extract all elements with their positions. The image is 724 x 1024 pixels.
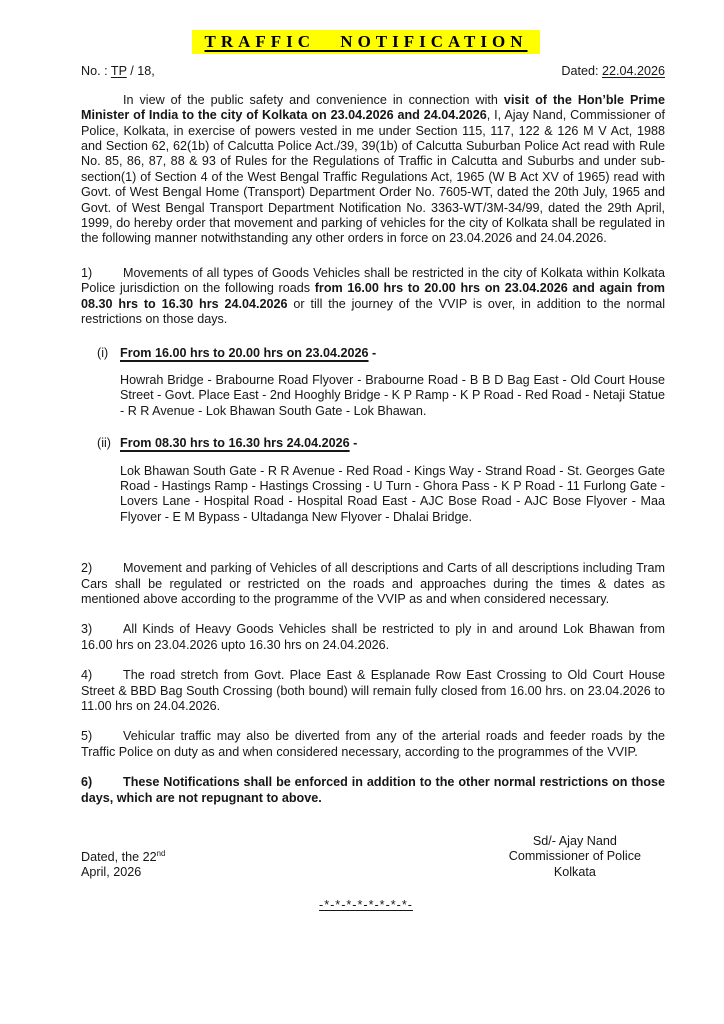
reference-row bbox=[81, 64, 665, 79]
date-label: Dated: bbox=[561, 64, 602, 79]
restriction-window-ii-marker: (ii) bbox=[97, 436, 111, 451]
reference-number bbox=[81, 64, 155, 79]
paragraph-6-number: 6) bbox=[81, 775, 93, 790]
paragraph-3-text: All Kinds of Heavy Goods Vehicles shall be restricted to ply in and around Lok Bhawan from 16.00 hrs on 23.04.2026 upto 16.30 hrs on 24.04.2026. bbox=[81, 622, 665, 652]
paragraph-4-text: The road stretch from Govt. Place East & Esplanade Row East Crossing to Old Court House Street & BBD Bag South Crossing (both bound) will remain fully closed from 16.00 hrs. on 23.04.2026 to 11.00 hrs on 24.04.2026. bbox=[81, 668, 665, 713]
restriction-window-ii-time: From 08.30 hrs to 16.30 hrs 24.04.2026 bbox=[120, 436, 350, 451]
dateline bbox=[81, 850, 165, 881]
paragraph-6 bbox=[81, 775, 665, 806]
paragraph-1-text: Movements of all types of Goods Vehicles shall be restricted in the city of Kolkata within Kolkata Police jurisdiction on the following roads from 16.00 hrs to 20.00 hrs on 23.04.2026 and again from 08.30 hrs to 16.30 hrs 24.04.2026 or till the journey of the VVIP is over, in addition to the normal restrictions on those days. bbox=[81, 265, 665, 327]
ref-prefix: No. : bbox=[81, 64, 111, 79]
paragraph-1 bbox=[81, 266, 665, 328]
restriction-window-i-dash: - bbox=[368, 345, 377, 360]
paragraph-2 bbox=[81, 561, 665, 607]
restriction-window-i-marker: (i) bbox=[97, 345, 109, 360]
paragraph-5-text: Vehicular traffic may also be diverted from any of the arterial roads and feeder roads by the Traffic Police on duty as and when considered necessary, according to the programmes of the VVIP. bbox=[81, 729, 665, 759]
footer-separator: -*-*-*-*-*-*-*-*- bbox=[319, 897, 413, 912]
restriction-window-i-heading bbox=[97, 346, 665, 361]
dateline-day: Dated, the 22nd bbox=[81, 848, 166, 865]
restriction-window-ii bbox=[97, 436, 665, 525]
restriction-window-i bbox=[97, 346, 665, 420]
paragraph-5 bbox=[81, 729, 665, 760]
paragraph-1-number: 1) bbox=[81, 265, 93, 280]
paragraph-2-text: Movement and parking of Vehicles of all descriptions and Carts of all descriptions including Tram Cars shall be regulated or restricted on the roads and approaches during the times & dates as mentioned above according to the programme of the VVIP as and when considered necessary. bbox=[81, 561, 665, 606]
date-value: 22.04.2026 bbox=[601, 64, 665, 79]
title-row bbox=[67, 30, 665, 54]
paragraph-4 bbox=[81, 668, 665, 714]
restriction-window-ii-route: Lok Bhawan South Gate - R R Avenue - Red Road - Kings Way - Strand Road - St. Georges Gate Road - Hastings Ramp - Hastings Crossing - U Turn - Ghora Pass - K P Road - 11 Furlong Gate - Lovers Lane - Hospital Road - Hospital Road East - AJC Bose Road - AJC Bose Flyover - Maa Flyover - E M Bypass - Ultadanga New Flyover - Dhalai Bridge. bbox=[120, 463, 665, 524]
paragraph-4-number: 4) bbox=[81, 668, 93, 683]
paragraph-5-number: 5) bbox=[81, 729, 93, 744]
signature-designation: Commissioner of Police bbox=[508, 849, 641, 864]
signature-block bbox=[509, 834, 641, 880]
signature-name: Sd/- Ajay Nand bbox=[532, 834, 617, 849]
paragraph-3-number: 3) bbox=[81, 622, 93, 637]
restriction-window-i-time: From 16.00 hrs to 20.00 hrs on 23.04.2026 bbox=[120, 345, 369, 360]
paragraph-3 bbox=[81, 622, 665, 653]
ref-suffix: / 18, bbox=[126, 64, 155, 79]
document-title: TRAFFIC NOTIFICATION bbox=[192, 30, 539, 54]
dateline-month-year: April, 2026 bbox=[81, 865, 142, 880]
signature-row bbox=[81, 834, 665, 881]
ref-code: TP bbox=[110, 64, 127, 79]
restriction-window-ii-heading bbox=[97, 436, 665, 451]
signature-place: Kolkata bbox=[553, 864, 596, 879]
paragraph-2-number: 2) bbox=[81, 561, 93, 576]
document-date bbox=[561, 64, 665, 79]
intro-paragraph: In view of the public safety and convenience in connection with visit of the Hon’ble Prime Minister of India to the city of Kolkata on 23.04.2026 and 24.04.2026, I, Ajay Nand, Commissioner of Police, Kolkata, in exercise of powers vested in me under Section 115, 117, 122 & 126 M V Act, 1988 and Section 62, 62(1b) of Calcutta Police Act./39, 39(1b) of Calcutta Suburban Police Act read with Rule No. 85, 86, 87, 88 & 93 of Rules for the Regulations of Traffic in Calcutta and Suburbs and under sub-section(1) of Section 4 of the West Bengal Traffic Regulations Act, 1965 (W B Act XV of 1965) read with Govt. of West Bengal Home (Transport) Department Order No. 7605-WT, dated the 20th July, 1965 and Govt. of West Bengal Transport Department Notification No. 3363-WT/3M-34/99, dated the 29th April, 1999, do hereby order that movement and parking of vehicles for the city of Kolkata shall be regulated in the following manner notwithstanding any other orders in force on 23.04.2026 and 24.04.2026. bbox=[81, 92, 666, 246]
restriction-window-ii-dash: - bbox=[349, 436, 358, 451]
paragraph-6-text: These Notifications shall be enforced in addition to the other normal restrictions on those days, which are not repugnant to above. bbox=[81, 775, 665, 805]
restriction-window-i-route: Howrah Bridge - Brabourne Road Flyover - Brabourne Road - B B D Bag East - Old Court House Street - Govt. Place East - 2nd Hooghly Bridge - K P Ramp - K P Road - Red Road - Netaji Statue - R R Avenue - Lok Bhawan South Gate - Lok Bhawan. bbox=[120, 372, 665, 418]
